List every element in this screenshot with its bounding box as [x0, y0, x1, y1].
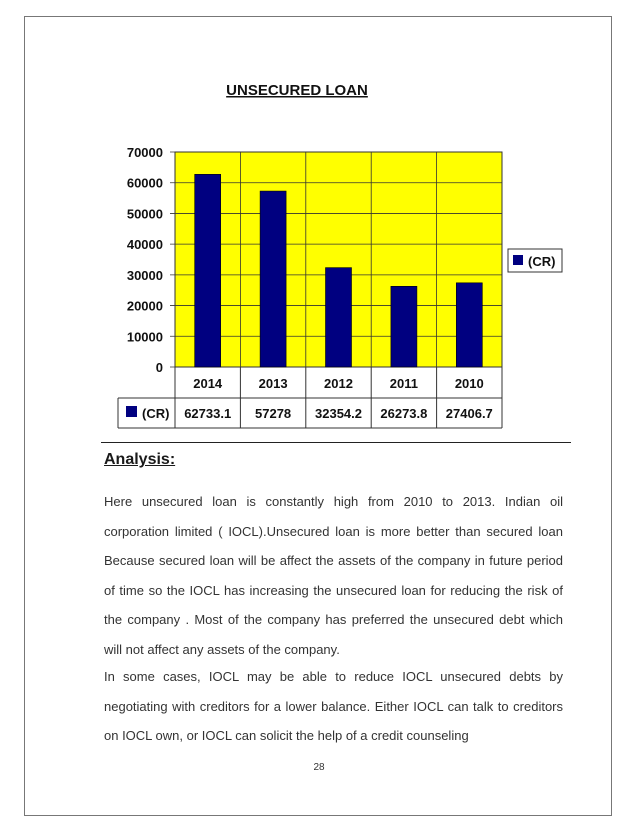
- y-tick-label: 20000: [126, 298, 163, 314]
- analysis-heading: Analysis:: [104, 451, 176, 468]
- y-tick-label: 50000: [126, 206, 163, 222]
- plot-area: [118, 145, 562, 428]
- y-tick-label: 10000: [126, 329, 163, 345]
- y-tick-label: 60000: [126, 175, 163, 191]
- table-series-label: (CR): [142, 406, 170, 421]
- x-tick-label: 2011: [389, 376, 419, 391]
- section-divider: [101, 442, 571, 443]
- analysis-paragraph-1: Here unsecured loan is constantly high from 2010 to 2013. Indian oil corporation limited ( IOCL).Unsecured loan is more better than secured loan Because secured loan will be affect the assets of the company in future period of time so the IOCL has increasing the unsecured loan for reducing the risk of the company . Most of the company has preferred the unsecured debt which will not affect any assets of the company.: [104, 494, 563, 657]
- data-value-label: 57278: [255, 406, 292, 421]
- x-tick-label: 2012: [324, 376, 353, 391]
- x-tick-label: 2014: [193, 376, 223, 391]
- y-tick-label: 0: [155, 360, 163, 375]
- bar: [326, 268, 352, 367]
- analysis-paragraph-2: In some cases, IOCL may be able to reduce IOCL unsecured debts by negotiating with creditors for a lower balance. Either IOCL can talk to creditors on IOCL own, or IOCL can solicit the help of a credit counseling: [104, 669, 563, 743]
- bar: [260, 191, 286, 367]
- data-value-label: 27406.7: [445, 406, 493, 421]
- data-value-label: 26273.8: [380, 406, 428, 421]
- x-tick-label: 2010: [454, 376, 484, 391]
- bar: [391, 286, 417, 367]
- y-tick-label: 30000: [126, 267, 163, 283]
- page-number: 28: [313, 762, 325, 773]
- x-tick-label: 2013: [258, 376, 288, 391]
- chart-title: UNSECURED LOAN: [226, 82, 368, 99]
- y-tick-label: 40000: [126, 237, 163, 253]
- bar: [195, 174, 221, 367]
- data-value-label: 32354.2: [315, 406, 362, 421]
- data-value-label: 62733.1: [184, 406, 232, 421]
- y-tick-label: 70000: [126, 145, 163, 160]
- bar: [456, 283, 482, 367]
- legend-key: [513, 255, 523, 265]
- legend-label: (CR): [528, 254, 556, 269]
- table-legend-key: [126, 406, 137, 417]
